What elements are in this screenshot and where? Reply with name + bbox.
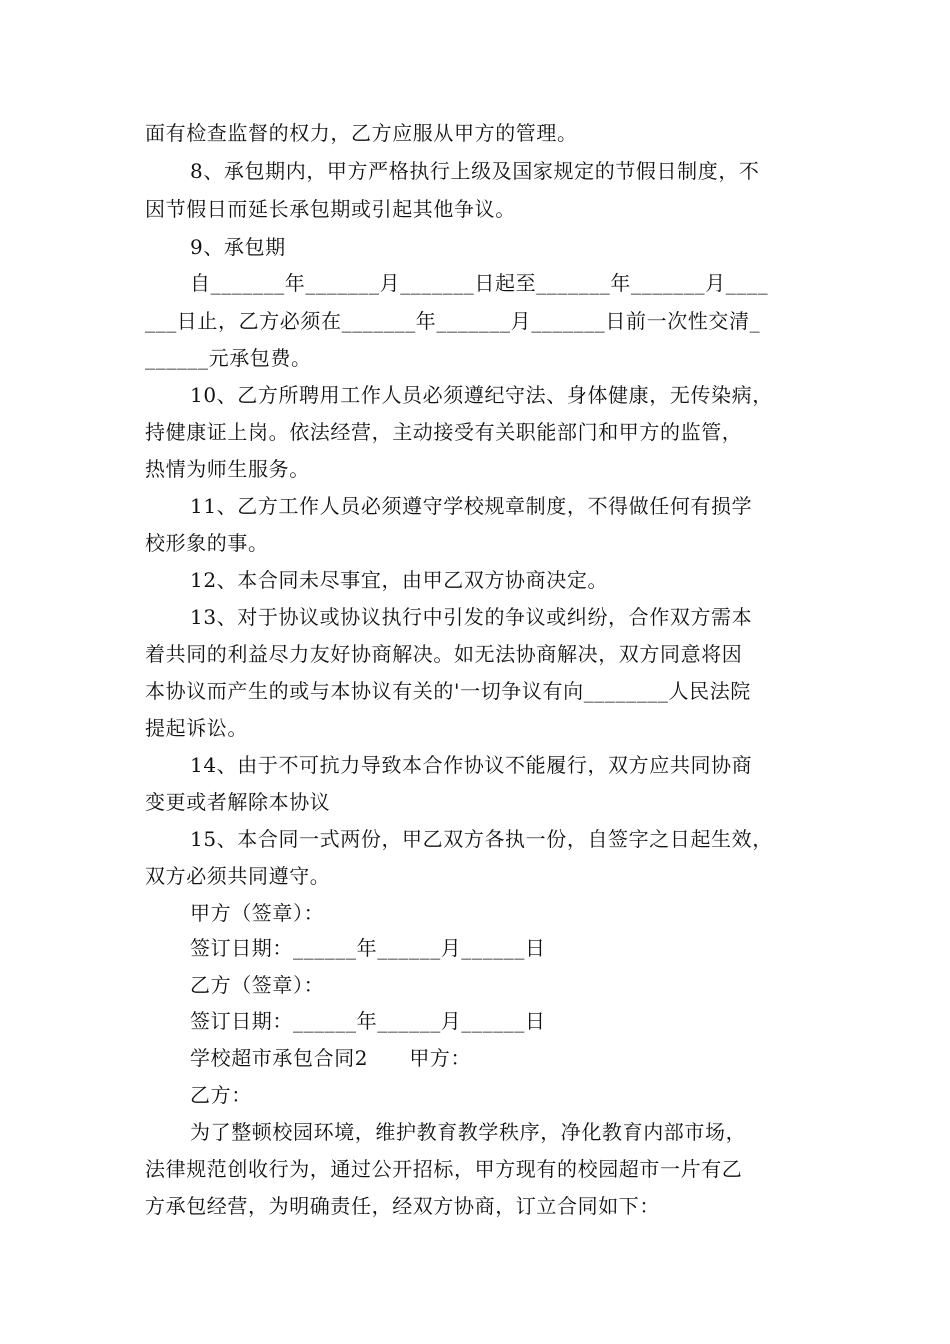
paragraph-line: 着共同的利益尽力友好协商解决。如无法协商解决，双方同意将因: [145, 642, 743, 666]
signature-date-b: 签订日期：______年______月______日: [190, 1009, 546, 1033]
paragraph-line: 法律规范创收行为，通过公开招标，甲方现有的校园超市一片有乙: [145, 1157, 743, 1181]
paragraph-line: 10、乙方所聘用工作人员必须遵纪守法、身体健康，无传染病，: [190, 383, 773, 407]
paragraph-line: 为了整顿校园环境，维护教育教学秩序，净化教育内部市场，: [190, 1120, 747, 1144]
paragraph-line: ___日止，乙方必须在_______年_______月_______日前一次性交清_: [145, 309, 761, 333]
paragraph-line: 校形象的事。: [145, 531, 269, 555]
paragraph-line: 自_______年_______月_______日起至_______年_______月____: [190, 271, 769, 295]
paragraph-line: 热情为师生服务。: [145, 457, 310, 481]
paragraph-line: 方承包经营，为明确责任，经双方协商，订立合同如下：: [145, 1194, 660, 1218]
paragraph-line: 8、承包期内，甲方严格执行上级及国家规定的节假日制度，不: [190, 159, 760, 183]
paragraph-line: 本协议而产生的或与本协议有关的'一切争议有向________人民法院: [145, 679, 751, 703]
paragraph-line: 面有检查监督的权力，乙方应服从甲方的管理。: [145, 121, 578, 145]
contract-2-title: 学校超市承包合同2 甲方：: [190, 1046, 472, 1070]
paragraph-line: 因节假日而延长承包期或引起其他争议。: [145, 197, 516, 221]
paragraph-line: 双方必须共同遵守。: [145, 864, 331, 888]
signature-date-a: 签订日期：______年______月______日: [190, 936, 546, 960]
contract-2-party-b: 乙方：: [190, 1083, 252, 1107]
paragraph-line: 15、本合同一式两份，甲乙双方各执一份，自签字之日起生效，: [190, 827, 773, 851]
paragraph-line: 13、对于协议或协议执行中引发的争议或纠纷，合作双方需本: [190, 605, 753, 629]
paragraph-line: ______元承包费。: [145, 346, 312, 370]
signature-party-b: 乙方（签章）：: [190, 973, 325, 997]
paragraph-line: 14、由于不可抗力导致本合作协议不能履行，双方应共同协商: [190, 753, 753, 777]
paragraph-line: 9、承包期: [190, 235, 286, 259]
signature-party-a: 甲方（签章）：: [190, 901, 325, 925]
paragraph-line: 11、乙方工作人员必须遵守学校规章制度，不得做任何有损学: [190, 494, 753, 518]
paragraph-line: 12、本合同未尽事宜，由甲乙双方协商决定。: [190, 568, 609, 592]
paragraph-line: 变更或者解除本协议: [145, 790, 331, 814]
paragraph-line: 提起诉讼。: [145, 716, 248, 740]
paragraph-line: 持健康证上岗。依法经营，主动接受有关职能部门和甲方的监管，: [145, 420, 743, 444]
